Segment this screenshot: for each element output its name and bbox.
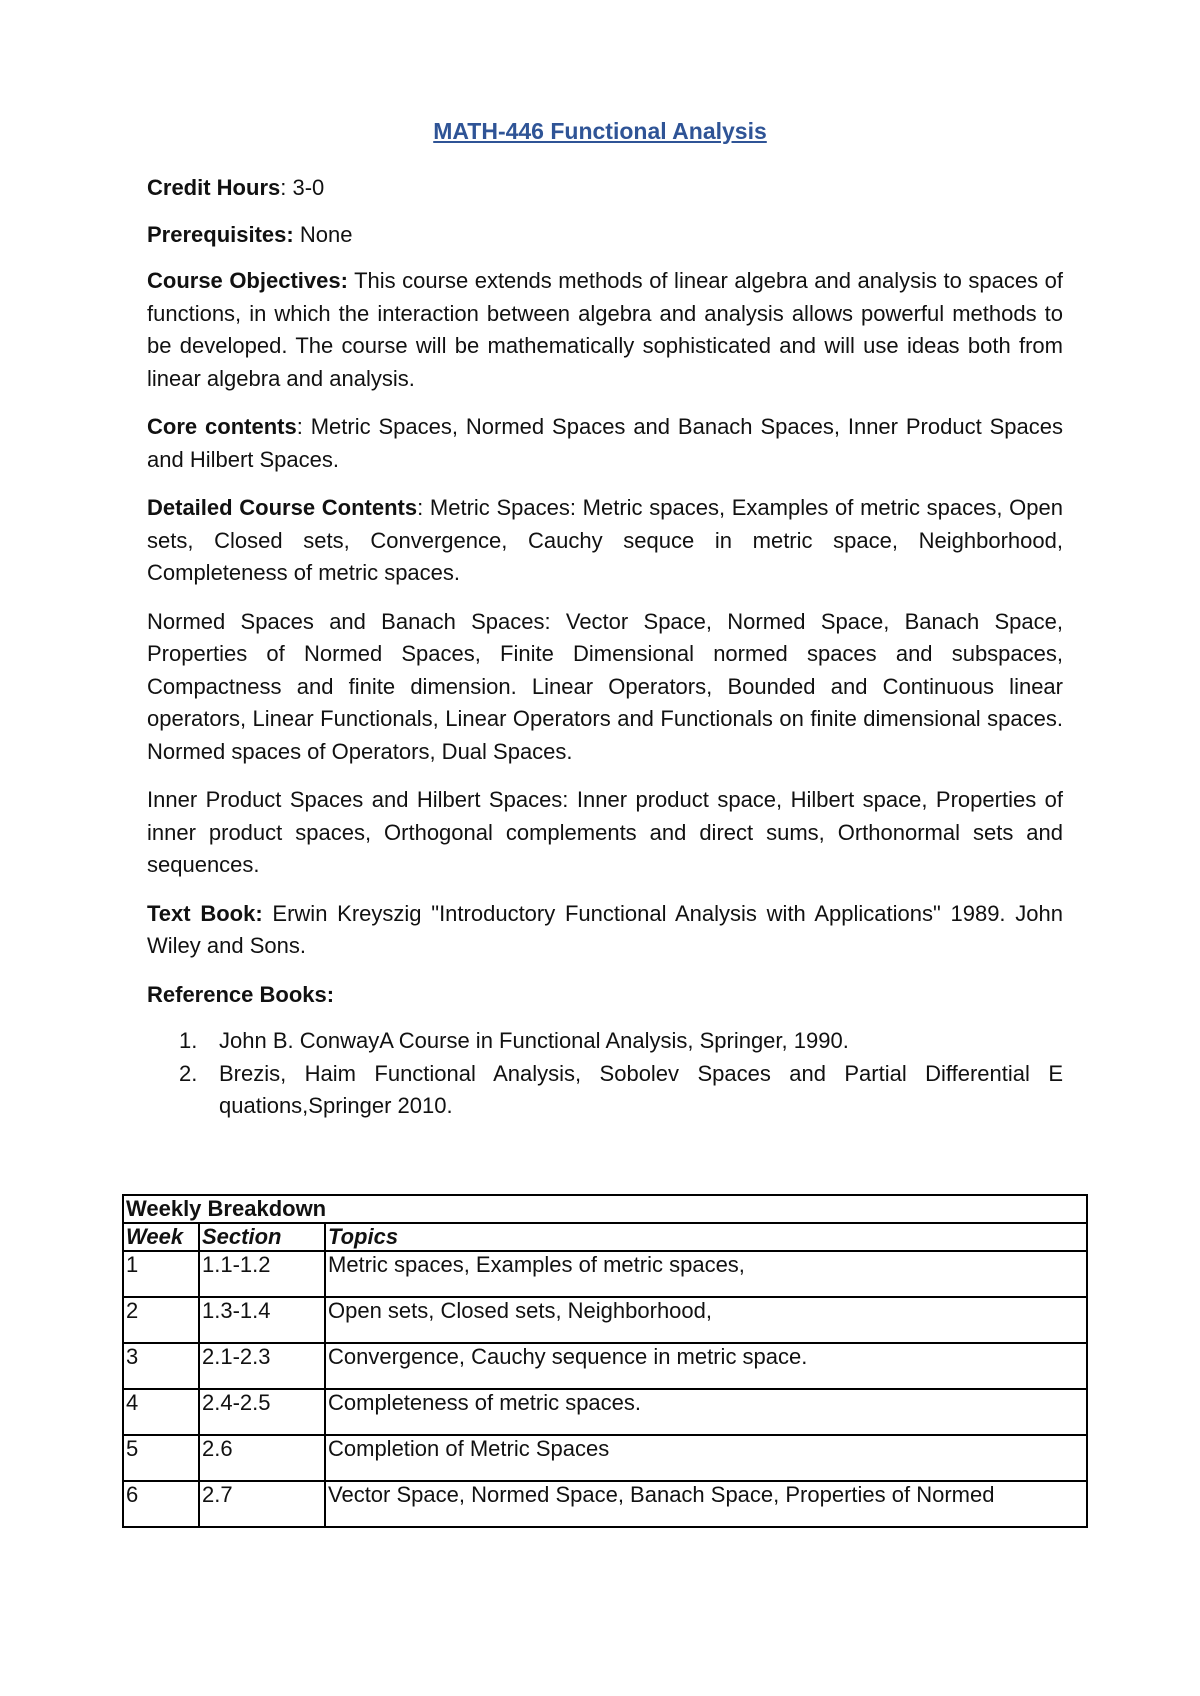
objectives-label: Course Objectives: bbox=[147, 268, 348, 293]
topics-cell: Open sets, Closed sets, Neighborhood, bbox=[325, 1297, 1087, 1343]
reference-label: Reference Books: bbox=[147, 981, 335, 1007]
table-title-row bbox=[123, 1195, 1087, 1223]
textbook-label: Text Book: bbox=[147, 900, 263, 926]
table-title: Weekly Breakdown bbox=[123, 1195, 1087, 1223]
reference-list bbox=[147, 1025, 1063, 1123]
reference-books-heading bbox=[147, 979, 1063, 1012]
topics-cell: Convergence, Cauchy sequence in metric space. bbox=[325, 1343, 1087, 1389]
week-cell: 5 bbox=[123, 1435, 199, 1481]
week-cell: 4 bbox=[123, 1389, 199, 1435]
objectives-text: This course extends methods of linear algebra and analysis to spaces of functions, in which the interaction between algebra and analysis allows powerful methods to be developed. The course will be mathematically sophisticated and will use ideas both from linear algebra and analysis. bbox=[147, 268, 1063, 391]
week-cell: 2 bbox=[123, 1297, 199, 1343]
core-contents bbox=[147, 411, 1063, 476]
section-cell: 1.1-1.2 bbox=[199, 1251, 325, 1297]
list-item-number: 1. bbox=[179, 1028, 198, 1053]
list-item-text: John B. ConwayA Course in Functional Analysis, Springer, 1990. bbox=[219, 1028, 849, 1053]
list-item-number: 2. bbox=[179, 1060, 198, 1086]
week-cell: 3 bbox=[123, 1343, 199, 1389]
table-row bbox=[123, 1297, 1087, 1343]
section-cell: 2.6 bbox=[199, 1435, 325, 1481]
topics-cell: Metric spaces, Examples of metric spaces, bbox=[325, 1251, 1087, 1297]
course-objectives bbox=[147, 265, 1063, 395]
header-section: Section bbox=[199, 1223, 325, 1251]
normed-spaces-paragraph: Normed Spaces and Banach Spaces: Vector Space, Normed Space, Banach Space, Properties of Normed Spaces, Finite Dimensional normed spaces and subspaces, Compactness and finite dimension. Linear Operators, Bounded and Continuous linear operators, Linear Functionals, Linear Operators and Functionals on finite dimensional spaces. Normed spaces of Operators, Dual Spaces. bbox=[147, 608, 1063, 764]
inner-product-paragraph: Inner Product Spaces and Hilbert Spaces: Inner product space, Hilbert space, Properties of inner product spaces, Orthogonal complements and direct sums, Orthonormal sets and sequences. bbox=[147, 787, 1063, 877]
table-row bbox=[123, 1481, 1087, 1527]
header-topics: Topics bbox=[325, 1223, 1087, 1251]
core-label: Core contents bbox=[147, 414, 297, 439]
core-text: : Metric Spaces, Normed Spaces and Banach Spaces, Inner Product Spaces and Hilbert Spaces. bbox=[147, 414, 1063, 472]
prerequisites-value: None bbox=[293, 221, 353, 247]
weekly-breakdown-table bbox=[122, 1194, 1088, 1528]
table-header-row bbox=[123, 1223, 1087, 1251]
week-cell: 6 bbox=[123, 1481, 199, 1527]
course-title: MATH-446 Functional Analysis bbox=[433, 118, 767, 144]
section-cell: 1.3-1.4 bbox=[199, 1297, 325, 1343]
topics-cell: Vector Space, Normed Space, Banach Space, Properties of Normed bbox=[325, 1481, 1087, 1527]
course-content bbox=[147, 172, 1063, 1123]
prerequisites-line bbox=[147, 219, 1063, 252]
header-week: Week bbox=[123, 1223, 199, 1251]
detailed-text: : Metric Spaces: Metric spaces, Examples of metric spaces, Open sets, Closed sets, Convergence, Cauchy sequce in metric space, Neighborhood, Completeness of metric spaces. bbox=[147, 495, 1063, 585]
detailed-label: Detailed Course Contents bbox=[147, 495, 418, 520]
week-cell: 1 bbox=[123, 1251, 199, 1297]
credit-hours-line bbox=[147, 172, 1063, 205]
topics-cell: Completion of Metric Spaces bbox=[325, 1435, 1087, 1481]
table-row bbox=[123, 1251, 1087, 1297]
credit-hours-value: : 3-0 bbox=[280, 175, 325, 200]
text-book bbox=[147, 898, 1063, 963]
topics-cell: Completeness of metric spaces. bbox=[325, 1389, 1087, 1435]
table-row bbox=[123, 1389, 1087, 1435]
section-cell: 2.1-2.3 bbox=[199, 1343, 325, 1389]
credit-hours-label: Credit Hours bbox=[147, 175, 281, 200]
textbook-text: Erwin Kreyszig "Introductory Functional Analysis with Applications" 1989. John Wiley and Sons. bbox=[147, 900, 1063, 958]
section-cell: 2.4-2.5 bbox=[199, 1389, 325, 1435]
list-item-text: Brezis, Haim Functional Analysis, Sobolev Spaces and Partial Differential E quations,Springer 2010. bbox=[219, 1060, 1063, 1118]
list-item bbox=[147, 1058, 1063, 1123]
section-cell: 2.7 bbox=[199, 1481, 325, 1527]
table-row bbox=[123, 1343, 1087, 1389]
table-row bbox=[123, 1435, 1087, 1481]
detailed-contents bbox=[147, 492, 1063, 590]
prerequisites-label: Prerequisites: bbox=[147, 221, 294, 247]
list-item bbox=[147, 1025, 1063, 1058]
